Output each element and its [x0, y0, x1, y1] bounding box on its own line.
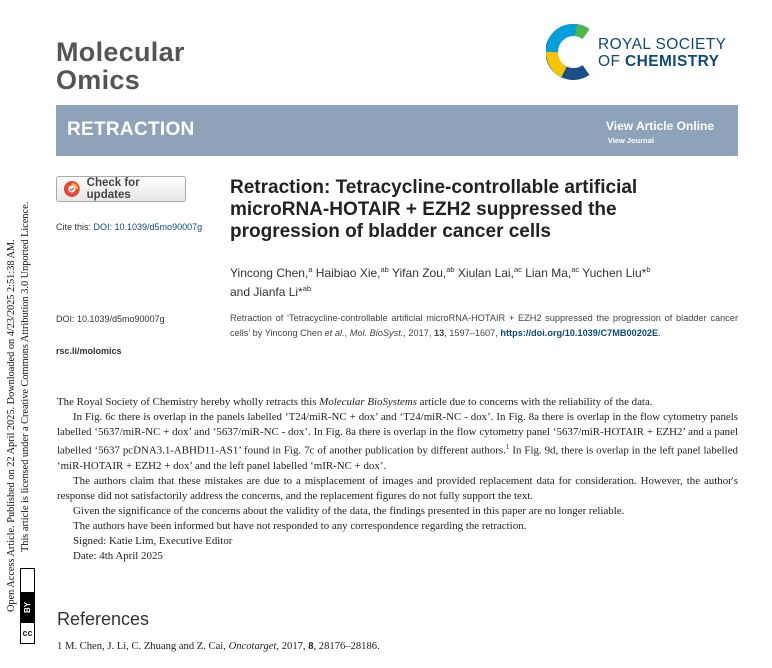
cc-label: cc [22, 628, 33, 638]
journal-title-line1: Molecular [56, 37, 185, 67]
author-1[interactable]: Yincong Chen,$^a$ [230, 265, 313, 280]
view-journal-link[interactable]: View Journal [607, 136, 654, 145]
author-7[interactable]: and Jianfa Li*$^{ab}$ [230, 284, 312, 299]
reference-1[interactable]: 1 M. Chen, J. Li, C. Zhuang and Z. Cai, Oncotarget, 2017, 8, 28176–28186. [57, 641, 380, 652]
original-article-doi-link[interactable]: https://doi.org/10.1039/C7MB00202E [500, 328, 659, 338]
check-updates-label: Check for updates [86, 177, 140, 201]
by-label: BY [21, 592, 34, 622]
author-5[interactable]: Lian Ma,$^{ac}$ [521, 265, 580, 280]
publisher-name[interactable] [598, 36, 726, 70]
license-sidebar [0, 0, 40, 668]
journal-title[interactable] [56, 38, 256, 94]
view-article-online-link[interactable]: View Article Online [605, 119, 714, 133]
journal-site-link[interactable]: rsc.li/molomics [56, 346, 122, 356]
journal-title-line2: Omics [56, 65, 141, 95]
body-paragraph-1: The Royal Society of Chemistry hereby wholly retracts this Molecular BioSystems article due to concerns with the reliability of the data. [57, 396, 653, 408]
body-paragraph-3: The authors claim that these mistakes are due to a misplacement of images and provided replacement data for consideration. However, the author's response did not satisfactorily address the concerns, and the replacement figures do not fully support the text. [57, 474, 738, 502]
author-3[interactable]: Yifan Zou,$^{ab}$ [388, 265, 455, 280]
author-2[interactable]: Haibiao Xie,$^{ab}$ [312, 265, 389, 280]
article-title: Retraction: Tetracycline-controllable artificial microRNA-HOTAIR + EZH2 suppressed the progression of bladder cancer cells [230, 177, 638, 242]
author-4[interactable]: Xiulan Lai,$^{ac}$ [454, 265, 522, 280]
publisher-line1: ROYAL SOCIETY [598, 36, 727, 53]
author-6[interactable]: Yuchen Liu*$^b$ [579, 265, 651, 280]
publisher-line2: OF CHEMISTRY [598, 53, 720, 70]
access-statement: Open Access Article. Published on 22 April 2025. Downloaded on 4/23/2025 2:51:38 AM. [6, 239, 17, 612]
license-statement[interactable]: This article is licensed under a Creative Commons Attribution 3.0 Unported Licence. [20, 201, 31, 552]
article-body [57, 395, 738, 564]
author-list [230, 262, 730, 300]
body-paragraph-2: In Fig. 6c there is overlap in the panels labelled ‘T24/miR-NC + dox’ and ‘T24/miR-NC - dox’. In Fig. 8a there is overlap in the flow cytometry panels labelled ‘5637/miR-NC + dox’ and ‘5637/miR-NC - dox’. In Fig. 8a there is overlap in the flow cytometry panel ‘5637/miR-HOTAIR + EZH2’ and a panel labelled ‘5637 pcDNA3.1-ABHD11-AS1’ found in Fig. 7c of another publication by different authors.$^1$ In Fig. 9d, there is overlap in the left panel labelled ‘miR-HOTAIR + EZH2 + dox’ and the left panel labelled ‘mIR-NC + dox’. [57, 411, 738, 472]
rsc-logo-icon[interactable] [546, 24, 594, 80]
date: Date: 4th April 2025 [73, 549, 163, 562]
body-paragraph-5: The authors have been informed but have not responded to any correspondence regarding the retraction. [73, 519, 527, 532]
check-for-updates-button[interactable] [56, 176, 186, 202]
cc-by-badge[interactable] [20, 568, 35, 644]
signature: Signed: Katie Lim, Executive Editor [73, 534, 233, 547]
reference-1-link[interactable]: 1 [505, 443, 510, 451]
cite-this [56, 222, 202, 232]
references-heading: References [57, 609, 150, 629]
body-paragraph-4: Given the significance of the concerns about the validity of the data, the findings presented in this paper are no longer reliable. [73, 504, 625, 517]
article-doi: DOI: 10.1039/d5mo90007g [56, 314, 165, 324]
cite-doi[interactable]: DOI: 10.1039/d5mo90007g [93, 222, 203, 232]
article-type-banner [56, 105, 738, 156]
cite-label: Cite this: [56, 222, 94, 232]
retraction-notice: Retraction of ‘Tetracycline-controllable artificial microRNA-HOTAIR + EZH2 suppressed the progression of bladder cancer cells’ by Yincong Chen et al., Mol. BioSyst., 2017, 13, 1597–1607, https://doi.org/10.1039/C7MB00202E. [230, 313, 738, 338]
cc-icon [21, 622, 34, 643]
article-type: RETRACTION [67, 119, 195, 140]
check-updates-icon [63, 180, 81, 198]
